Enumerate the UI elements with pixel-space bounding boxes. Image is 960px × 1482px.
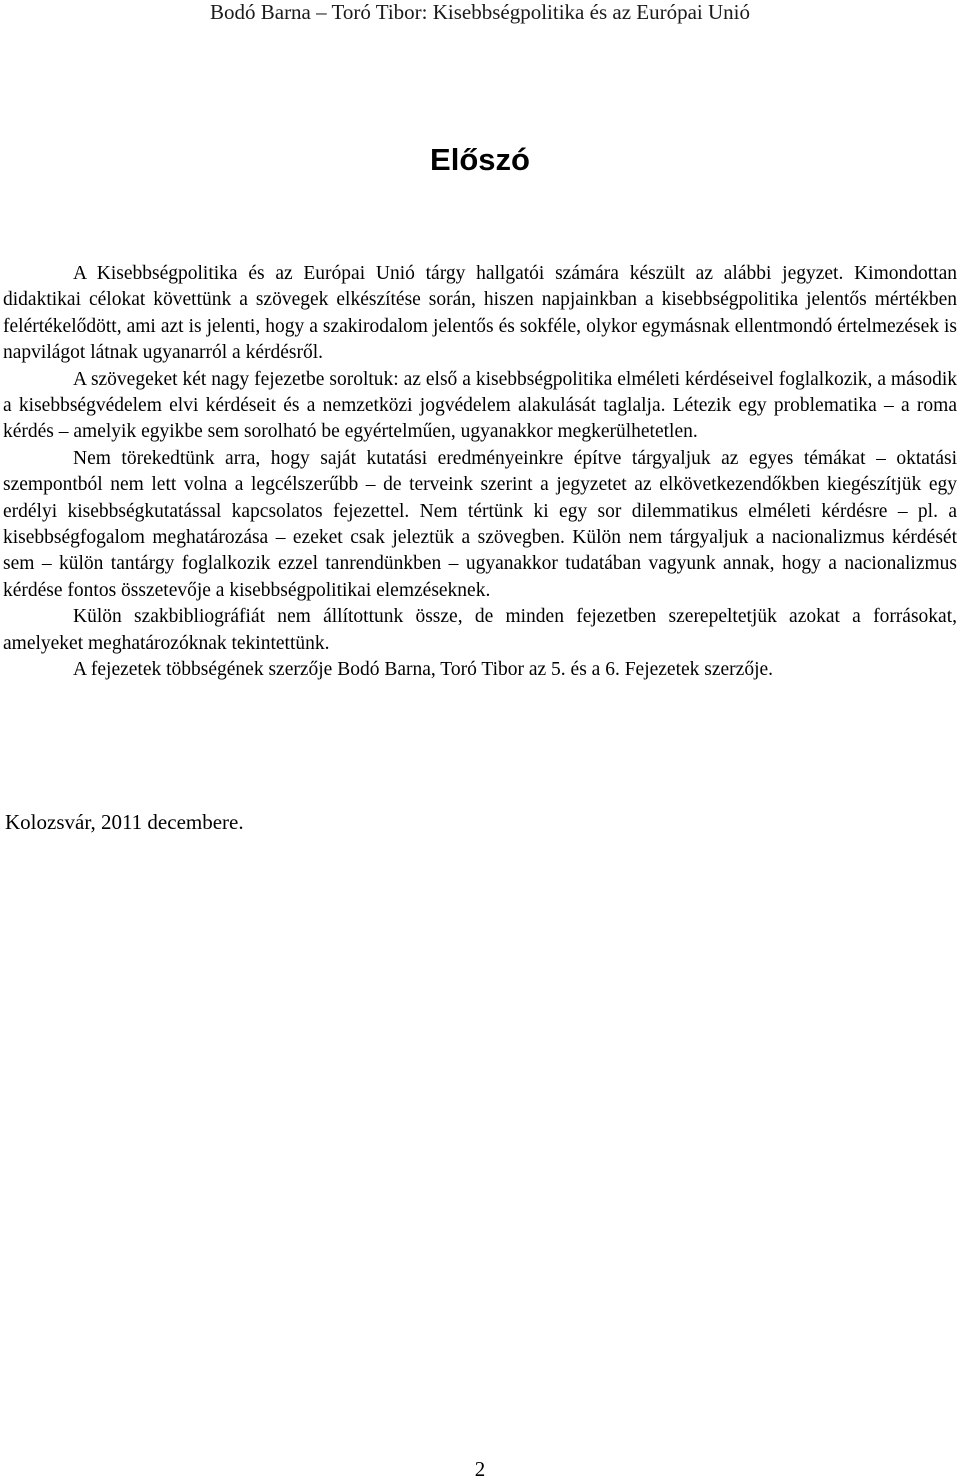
page-number: 2: [474, 1457, 486, 1481]
paragraph: Nem törekedtünk arra, hogy saját kutatási eredményeinkre építve tárgyaljuk az egyes témákat – oktatási szempontból nem lett volna a legcélszerűbb – de terveink szerint a jegyzetet az elkövetkezendőkben kiegészítjük egy erdélyi kisebbségkutatással kapcsolatos fejezettel. Nem tértünk ki egy sor dilemmatikus elméleti kérdésre – pl. a kisebbségfogalom meghatározása – ezeket csak jeleztük a szövegben. Külön nem tárgyaljuk a nacionalizmus kérdését sem – külön tantárgy foglalkozik ezzel tanrendünkben – ugyanakkor tudatában vagyunk annak, hogy a nacionalizmus kérdése fontos összetevője a kisebbségpolitikai elemzéseknek.: [3, 447, 957, 601]
page-title: Előszó: [430, 142, 530, 177]
paragraph: Külön szakbibliográfiát nem állítottunk össze, de minden fejezetben szerepeltetjük azokat a forrásokat, amelyeket meghatározóknak tekintettünk.: [3, 606, 957, 654]
paragraph: A Kisebbségpolitika és az Európai Unió tárgy hallgatói számára készült az alábbi jegyzet. Kimondottan didaktikai célokat követtünk a szövegek elkészítése során, hiszen napjainkban a kisebbségpolitika jelentős mértékben felértékelődött, ami azt is jelenti, hogy a szakirodalom jelentős és sokféle, olykor egymásnak ellentmondó értelmezések is napvilágot látnak ugyanarról a kérdésről.: [3, 263, 957, 364]
place-and-date: Kolozsvár, 2011 decembere.: [5, 810, 244, 834]
paragraph: A szövegeket két nagy fejezetbe soroltuk: az első a kisebbségpolitika elméleti kérdéseivel foglalkozik, a második a kisebbségvédelem elvi kérdéseit és a nemzetközi jogvédelem alakulását taglalja. Létezik egy problematika – a roma kérdés – amelyik egyikbe sem sorolható be egyértelműen, ugyanakkor megkerülhetetlen.: [3, 368, 957, 443]
running-header: Bodó Barna – Toró Tibor: Kisebbségpolitika és az Európai Unió: [209, 0, 750, 24]
body-text: [3, 261, 957, 684]
paragraph: A fejezetek többségének szerzője Bodó Barna, Toró Tibor az 5. és a 6. Fejezetek szerzője.: [73, 659, 774, 681]
